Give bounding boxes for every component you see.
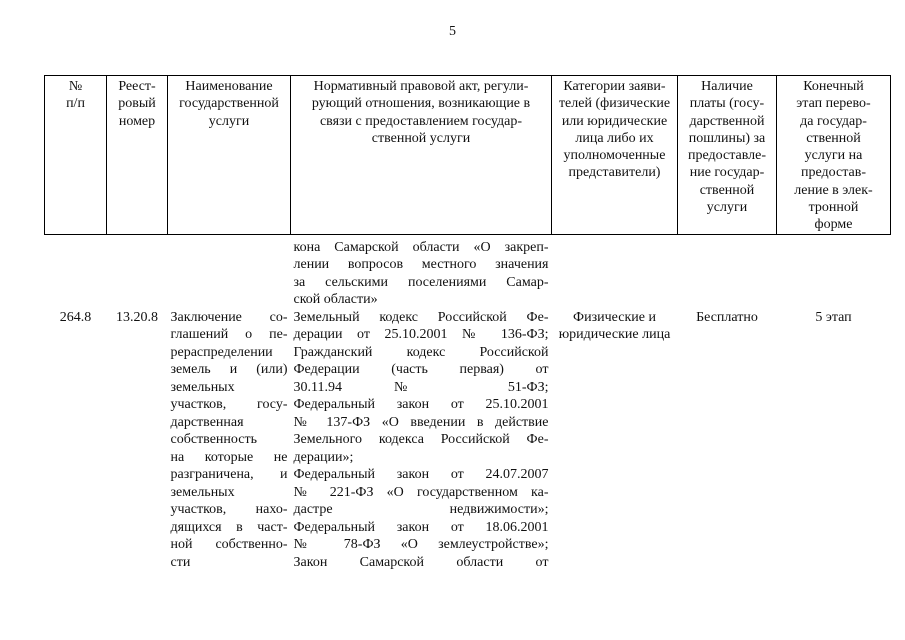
text-line: рераспределении <box>170 344 273 360</box>
text-line: услуги <box>208 113 250 129</box>
text-line: собственность <box>170 432 257 448</box>
text-line: номер <box>118 113 156 129</box>
text-line: Закон Самарской области от <box>293 554 549 570</box>
text-line: земельных <box>170 379 235 395</box>
text-line: ской области» <box>293 292 378 308</box>
header-registry-number <box>107 76 168 235</box>
text-line: № 221-ФЗ «О государственном ка- <box>293 484 549 500</box>
text-line: пошлины) за <box>688 130 766 146</box>
text-line: п/п <box>66 96 85 112</box>
row-registry-number: 13.20.8 <box>116 309 158 325</box>
header-applicant-categories <box>552 76 678 235</box>
text-line: представители) <box>568 165 661 181</box>
text-line: ной собственно- <box>170 537 288 553</box>
text-line: дящихся в част- <box>170 519 288 535</box>
text-line: № 137-ФЗ «О введении в действие <box>293 414 549 430</box>
text-line: или юридические <box>561 113 668 129</box>
text-line: предостав- <box>801 165 866 181</box>
header-fee <box>678 76 777 235</box>
text-line: рующий отношения, возникающие в <box>311 96 531 112</box>
text-line: юридические лица <box>558 327 671 343</box>
text-line: этап перево- <box>796 96 871 112</box>
text-line: сти <box>170 554 191 570</box>
text-line: № <box>68 79 83 94</box>
text-line: лении вопросов местного значения <box>293 257 549 273</box>
text-line: за сельскими поселениями Самар- <box>293 274 549 290</box>
text-line: участков, нахо- <box>170 502 288 518</box>
text-line: Федеральный закон от 24.07.2007 <box>293 467 549 483</box>
text-line: дарственная <box>170 414 244 430</box>
text-line: земель и (или) <box>170 362 288 378</box>
text-line: глашений о пе- <box>170 327 288 343</box>
text-line: дарственной <box>689 113 765 129</box>
text-line: Конечный <box>803 79 864 94</box>
text-line: № 78-ФЗ «О землеустройстве»; <box>293 537 549 553</box>
text-line: Гражданский кодекс Российской <box>293 344 549 360</box>
row-legal-act <box>291 309 552 572</box>
text-line: услуги <box>706 200 748 216</box>
continued-act-lines <box>294 239 549 309</box>
text-line: связи с предоставлением государ- <box>319 113 523 129</box>
text-line: услуги на <box>804 148 863 164</box>
text-line: Реест- <box>118 79 156 94</box>
header-electronic-stage <box>777 76 891 235</box>
continued-legal-act <box>291 234 552 309</box>
text-line: кона Самарской области «О закреп- <box>293 239 549 255</box>
row-number: 264.8 <box>59 309 92 325</box>
header-number <box>45 76 107 235</box>
text-line: на которые не <box>170 449 288 465</box>
text-line: государственной <box>179 96 279 112</box>
text-line: уполномоченные <box>563 148 666 164</box>
row-service-name <box>168 309 291 572</box>
text-line: ственной <box>699 182 755 198</box>
text-line: платы (госу- <box>689 96 765 112</box>
text-line: дастре недвижимости»; <box>293 502 549 518</box>
text-line: Федерации (часть первая) от <box>293 362 549 378</box>
text-line: Категории заяви- <box>563 79 666 94</box>
text-line: Физические и <box>573 309 656 325</box>
table-row <box>45 309 891 572</box>
text-line: дерации от 25.10.2001 № 136-ФЗ; <box>293 327 549 343</box>
text-line: Заключение со- <box>170 309 288 325</box>
text-line: 30.11.94 № 51-ФЗ; <box>293 379 549 395</box>
text-line: ственной услуги <box>371 130 471 146</box>
text-line: ственной <box>806 130 861 146</box>
row-fee: Бесплатно <box>696 309 758 325</box>
text-line: Земельного кодекса Российской Фе- <box>293 432 549 448</box>
text-line: Федеральный закон от 25.10.2001 <box>293 397 549 413</box>
text-line: разграничена, и <box>170 467 288 483</box>
text-line: Наличие <box>701 79 753 94</box>
text-line: тронной <box>808 200 859 216</box>
text-line: предоставле- <box>688 148 766 164</box>
services-registry-table <box>44 75 891 571</box>
text-line: участков, госу- <box>170 397 288 413</box>
continuation-row <box>45 234 891 309</box>
text-line: телей (физические <box>558 96 671 112</box>
text-line: ление в элек- <box>794 182 873 198</box>
row-electronic-stage: 5 этап <box>815 309 852 325</box>
text-line: да государ- <box>800 113 867 129</box>
text-line: Федеральный закон от 18.06.2001 <box>293 519 549 535</box>
page-number: 5 <box>449 24 456 39</box>
text-line: Наименование <box>185 79 273 94</box>
header-legal-act <box>291 76 552 235</box>
text-line: Нормативный правовой акт, регули- <box>313 79 529 94</box>
header-row <box>45 76 891 235</box>
text-line: ровый <box>118 96 156 112</box>
text-line: дерации»; <box>293 449 354 465</box>
text-line: Земельный кодекс Российской Фе- <box>293 309 549 325</box>
service-name-lines <box>171 309 288 572</box>
text-line: лица либо их <box>575 130 654 146</box>
row-applicant-categories <box>552 309 678 572</box>
legal-act-lines <box>294 309 549 572</box>
text-line: форме <box>814 217 853 233</box>
header-service-name <box>168 76 291 235</box>
text-line: земельных <box>170 484 235 500</box>
text-line: ние государ- <box>689 165 765 181</box>
